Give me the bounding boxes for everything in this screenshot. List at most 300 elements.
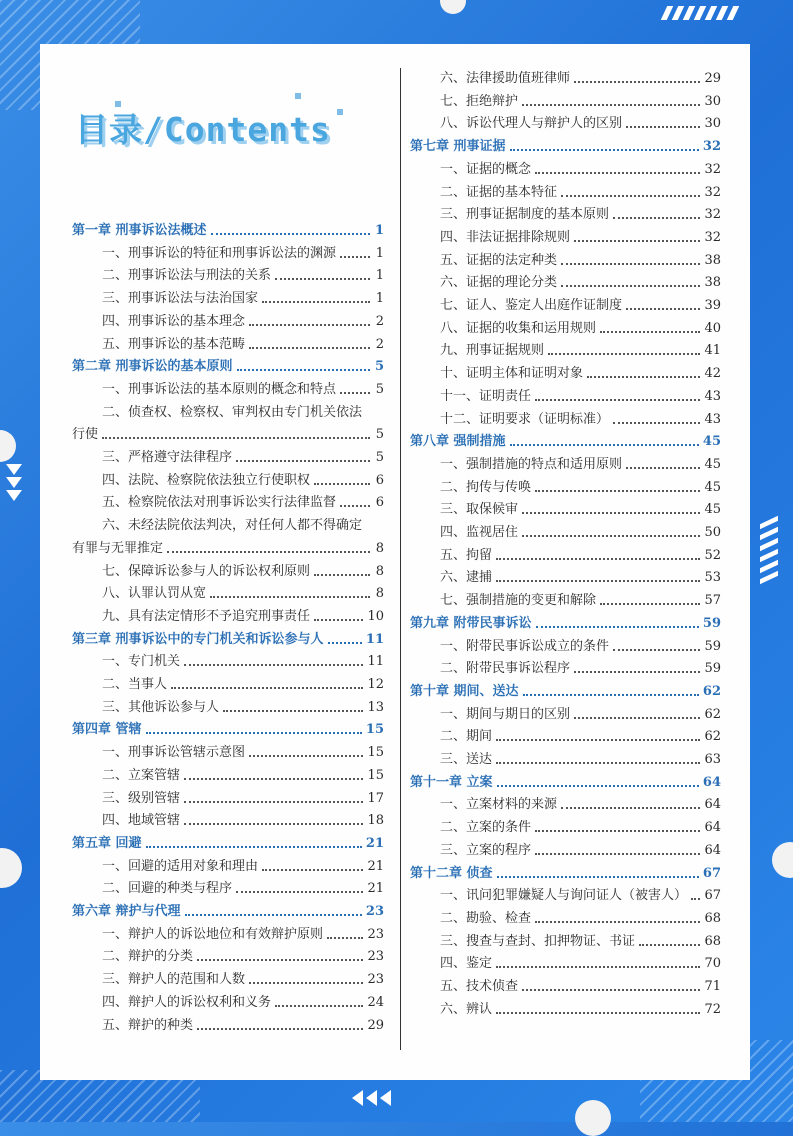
- page-number: 67: [702, 865, 721, 881]
- dot-leader: [167, 551, 370, 553]
- toc-entry-label: 一、辩护人的诉讼地位和有效辩护原则: [102, 926, 324, 942]
- page-number: 11: [365, 631, 384, 647]
- page-number: 59: [704, 638, 721, 654]
- toc-entry[interactable]: [440, 295, 721, 315]
- toc-entry-label: 十一、证明责任: [440, 388, 532, 404]
- toc-entry[interactable]: [102, 334, 384, 354]
- toc-entry-label: 三、其他诉讼参与人: [102, 699, 220, 715]
- toc-chapter-label: 第四章 管辖: [72, 722, 142, 738]
- toc-entry[interactable]: [440, 454, 721, 474]
- dot-leader: [236, 891, 363, 893]
- toc-entry-label: 一、刑事诉讼管辖示意图: [102, 745, 246, 761]
- toc-entry[interactable]: [440, 204, 721, 224]
- toc-entry-label: 一、专门机关: [102, 654, 181, 670]
- page-number: 62: [702, 683, 721, 699]
- decorative-circle: [772, 842, 793, 878]
- toc-entry-label: 二、辩护的分类: [102, 949, 194, 965]
- toc-entry[interactable]: [102, 243, 384, 263]
- dot-leader: [496, 580, 700, 582]
- dot-leader: [535, 921, 700, 923]
- page-number: 59: [702, 615, 721, 631]
- toc-entry-label: 八、证据的收集和运用规则: [440, 320, 597, 336]
- toc-entry[interactable]: [102, 379, 384, 399]
- toc-entry-label: 二、证据的基本特征: [440, 184, 558, 200]
- toc-entry-label: 三、级别管辖: [102, 790, 181, 806]
- dot-leader: [497, 876, 699, 878]
- toc-entry-label: 一、回避的适用对象和理由: [102, 858, 259, 874]
- decorative-circle: [440, 0, 466, 14]
- page-number: 8: [375, 540, 384, 556]
- page-number: 64: [702, 774, 721, 790]
- toc-entry[interactable]: [440, 885, 721, 905]
- toc-entry-label: 五、检察院依法对刑事诉讼实行法律监督: [102, 495, 337, 511]
- dot-leader: [613, 217, 700, 219]
- page-number: 52: [704, 547, 721, 563]
- page-number: 40: [704, 320, 721, 336]
- dot-leader: [275, 278, 370, 280]
- page-number: 64: [704, 797, 721, 813]
- page-number: 68: [704, 910, 721, 926]
- toc-entry-label: 五、刑事诉讼的基本范畴: [102, 336, 246, 352]
- page-number: 43: [704, 388, 721, 404]
- toc-entry[interactable]: [440, 636, 721, 656]
- toc-entry-label: 一、强制措施的特点和适用原则: [440, 456, 623, 472]
- toc-entry-line: [102, 402, 384, 422]
- page-number: 13: [367, 699, 384, 715]
- toc-chapter[interactable]: [410, 136, 721, 156]
- page-number: 1: [374, 223, 384, 238]
- toc-entry-label: 三、刑事诉讼法与法治国家: [102, 291, 259, 307]
- page-number: 18: [367, 813, 384, 829]
- page-number: 23: [367, 972, 384, 988]
- dot-leader: [340, 256, 370, 258]
- dot-leader: [185, 914, 362, 916]
- toc-chapter-label: 第十一章 立案: [410, 774, 493, 790]
- toc-entry[interactable]: [72, 424, 384, 444]
- toc-chapter-label: 第七章 刑事证据: [410, 139, 506, 155]
- toc-entry-label: 四、鉴定: [440, 956, 493, 972]
- toc-entry[interactable]: [102, 992, 384, 1012]
- toc-entry-label: 一、刑事诉讼法的基本原则的概念和特点: [102, 381, 337, 397]
- dot-leader: [496, 1012, 700, 1014]
- page-title: 目录/Contents: [75, 95, 365, 165]
- decorative-dashes: [760, 520, 778, 580]
- toc-entry[interactable]: [102, 1015, 384, 1035]
- decorative-circle: [0, 430, 16, 462]
- page-number: 42: [704, 366, 721, 382]
- toc-entry[interactable]: [72, 538, 384, 558]
- toc-entry[interactable]: [102, 447, 384, 467]
- page-number: 29: [367, 1017, 384, 1033]
- dot-leader: [587, 376, 700, 378]
- toc-entry[interactable]: [440, 250, 721, 270]
- toc-entry[interactable]: [440, 794, 721, 814]
- toc-entry[interactable]: [440, 658, 721, 678]
- dot-leader: [600, 331, 700, 333]
- toc-entry-label: 二、当事人: [102, 677, 168, 692]
- dot-leader: [146, 846, 362, 848]
- toc-entry[interactable]: [102, 969, 384, 989]
- page-number: 50: [704, 525, 721, 540]
- toc-entry[interactable]: [102, 651, 384, 671]
- toc-entry-label: 四、辩护人的诉讼权利和义务: [102, 994, 272, 1010]
- page-number: 38: [704, 252, 721, 268]
- toc-chapter[interactable]: [410, 431, 721, 451]
- toc-entry-label: 四、刑事诉讼的基本理念: [102, 313, 246, 329]
- toc-entry[interactable]: [440, 976, 721, 996]
- dot-leader: [184, 778, 363, 780]
- dot-leader: [510, 149, 699, 151]
- page-number: 32: [704, 207, 721, 223]
- page-number: 45: [704, 502, 721, 518]
- toc-entry[interactable]: [440, 704, 721, 724]
- toc-entry[interactable]: [440, 318, 721, 338]
- toc-entry[interactable]: [440, 340, 721, 360]
- page-number: 32: [704, 161, 721, 177]
- dot-leader: [102, 437, 370, 439]
- decorative-circle: [0, 848, 22, 888]
- toc-entry-label: 二、立案管辖: [102, 767, 181, 783]
- toc-chapter[interactable]: [410, 863, 721, 883]
- page-number: 5: [375, 427, 384, 443]
- page-number: 32: [702, 139, 721, 155]
- page-number: 2: [375, 336, 384, 352]
- toc-entry[interactable]: [440, 590, 721, 610]
- dot-leader: [535, 399, 700, 401]
- page-number: 21: [367, 858, 384, 874]
- page-number: 1: [375, 245, 384, 261]
- page-number: 32: [704, 229, 721, 245]
- page-number: 62: [704, 706, 721, 722]
- toc-entry[interactable]: [440, 386, 721, 406]
- toc-entry[interactable]: [440, 567, 721, 587]
- toc-entry-label: 五、证据的法定种类: [440, 252, 558, 268]
- toc-entry[interactable]: [440, 477, 721, 497]
- toc-entry[interactable]: [440, 545, 721, 565]
- page-number: 29: [704, 71, 721, 86]
- page-number: 6: [375, 472, 384, 488]
- toc-chapter[interactable]: [72, 356, 384, 376]
- toc-chapter-label: 第九章 附带民事诉讼: [410, 615, 532, 631]
- toc-entry-label: 九、具有法定情形不予追究刑事责任: [102, 608, 311, 624]
- toc-entry-label: 三、送达: [440, 752, 493, 767]
- dot-leader: [184, 664, 363, 666]
- page-number: 62: [704, 729, 721, 745]
- page-number: 12: [367, 677, 384, 692]
- page-number: 38: [704, 275, 721, 291]
- dot-leader: [691, 898, 700, 900]
- page-number: 63: [704, 752, 721, 767]
- dot-leader: [574, 81, 700, 83]
- dot-leader: [262, 869, 363, 871]
- dot-leader: [561, 263, 700, 265]
- decorative-pixel: [295, 93, 301, 99]
- toc-entry[interactable]: [440, 68, 721, 88]
- toc-entry[interactable]: [102, 946, 384, 966]
- toc-entry[interactable]: [440, 227, 721, 247]
- dot-leader: [574, 717, 700, 719]
- page-number: 21: [365, 835, 384, 851]
- dot-leader: [340, 392, 370, 394]
- dot-leader: [561, 807, 700, 809]
- page-number: 6: [375, 495, 384, 511]
- toc-entry[interactable]: [102, 674, 384, 694]
- toc-entry[interactable]: [440, 363, 721, 383]
- toc-entry-label: 一、讯问犯罪嫌疑人与询问证人（被害人）: [440, 888, 688, 904]
- toc-chapter-label: 第二章 刑事诉讼的基本原则: [72, 359, 233, 375]
- page-number: 68: [704, 933, 721, 949]
- dot-leader: [262, 301, 370, 303]
- dot-leader: [210, 596, 370, 598]
- decorative-circle: [575, 1100, 611, 1136]
- page-number: 15: [365, 722, 384, 738]
- toc-entry-label: 六、证据的理论分类: [440, 275, 558, 291]
- dot-leader: [522, 535, 700, 537]
- page-number: 15: [367, 745, 384, 761]
- toc-entry[interactable]: [102, 583, 384, 603]
- dot-leader: [275, 1005, 363, 1007]
- toc-chapter[interactable]: [72, 220, 384, 240]
- toc-entry[interactable]: [440, 522, 721, 542]
- page-number: 45: [704, 456, 721, 472]
- toc-entry-label: 行使: [72, 427, 99, 443]
- toc-chapter[interactable]: [410, 613, 721, 633]
- toc-entry[interactable]: [440, 931, 721, 951]
- toc-entry[interactable]: [102, 470, 384, 490]
- page-number: 32: [704, 184, 721, 200]
- dot-leader: [561, 285, 700, 287]
- toc-chapter-label: 第三章 刑事诉讼中的专门机关和诉讼参与人: [72, 631, 324, 647]
- dot-leader: [600, 603, 700, 605]
- toc-entry-label: 一、立案材料的来源: [440, 797, 558, 813]
- dot-leader: [510, 444, 699, 446]
- dot-leader: [249, 982, 363, 984]
- dot-leader: [314, 483, 370, 485]
- toc-entry-label: 七、保障诉讼参与人的诉讼权利原则: [102, 563, 311, 579]
- toc-chapter-label: 第五章 回避: [72, 835, 142, 851]
- toc-entry-line: [102, 515, 384, 535]
- toc-entry[interactable]: [440, 817, 721, 837]
- dot-leader: [522, 512, 700, 514]
- dot-leader: [249, 755, 363, 757]
- dot-leader: [328, 642, 362, 644]
- toc-entry-label: 三、搜查与查封、扣押物证、书证: [440, 933, 636, 949]
- toc-entry-label: 一、证据的概念: [440, 161, 532, 177]
- decorative-dashes: [664, 6, 736, 20]
- page-number: 53: [704, 570, 721, 586]
- toc-entry-label: 七、拒绝辩护: [440, 93, 519, 109]
- page-number: 67: [704, 888, 721, 904]
- toc-entry[interactable]: [102, 697, 384, 717]
- dot-leader: [626, 308, 700, 310]
- dot-leader: [535, 490, 700, 492]
- page-number: 45: [702, 434, 721, 450]
- dot-leader: [496, 558, 700, 560]
- toc-entry[interactable]: [102, 878, 384, 898]
- dot-leader: [497, 785, 699, 787]
- toc-entry[interactable]: [440, 91, 721, 111]
- toc-entry[interactable]: [440, 182, 721, 202]
- toc-entry-label: 四、法院、检察院依法独立行使职权: [102, 472, 311, 488]
- toc-entry-label: 有罪与无罪推定: [72, 540, 164, 556]
- page-number: 2: [375, 313, 384, 329]
- toc-entry-label: 二、回避的种类与程序: [102, 881, 233, 897]
- toc-entry-label: 二、期间: [440, 729, 493, 745]
- dot-leader: [496, 739, 700, 741]
- toc-entry[interactable]: [440, 749, 721, 769]
- page-number: 5: [375, 381, 384, 397]
- dot-leader: [496, 966, 700, 968]
- dot-leader: [184, 801, 363, 803]
- toc-entry-label: 八、诉讼代理人与辩护人的区别: [440, 116, 623, 132]
- dot-leader: [626, 126, 700, 128]
- page-number: 17: [367, 790, 384, 806]
- toc-entry[interactable]: [102, 856, 384, 876]
- page-number: 1: [375, 268, 384, 284]
- page-number: 39: [704, 298, 721, 313]
- page-number: 23: [367, 926, 384, 942]
- toc-entry-label: 一、期间与期日的区别: [440, 706, 571, 722]
- dot-leader: [223, 710, 363, 712]
- toc-entry[interactable]: [102, 742, 384, 762]
- toc-chapter[interactable]: [410, 681, 721, 701]
- toc-entry-label: 三、严格遵守法律程序: [102, 450, 233, 465]
- dot-leader: [535, 830, 700, 832]
- page-number: 15: [367, 767, 384, 783]
- page-number: 72: [704, 1001, 721, 1017]
- toc-entry-label: 六、逮捕: [440, 570, 493, 586]
- toc-entry-label: 九、刑事证据规则: [440, 343, 545, 359]
- dot-leader: [236, 460, 370, 462]
- dot-leader: [197, 1028, 363, 1030]
- page-number: 1: [375, 291, 384, 307]
- toc-entry[interactable]: [102, 492, 384, 512]
- toc-entry[interactable]: [440, 272, 721, 292]
- page-number: 21: [367, 881, 384, 897]
- toc-entry[interactable]: [440, 726, 721, 746]
- dot-leader: [626, 467, 700, 469]
- dot-leader: [496, 762, 700, 764]
- toc-entry-label: 五、辩护的种类: [102, 1017, 194, 1033]
- dot-leader: [548, 353, 700, 355]
- dot-leader: [184, 823, 363, 825]
- decorative-pixel: [337, 109, 343, 115]
- dot-leader: [249, 324, 370, 326]
- toc-entry-label: 四、监视居住: [440, 525, 519, 540]
- toc-entry[interactable]: [440, 499, 721, 519]
- toc-chapter-label: 第一章 刑事诉讼法概述: [72, 223, 207, 238]
- toc-entry-label: 二、附带民事诉讼程序: [440, 661, 571, 677]
- toc-entry-label: 十、证明主体和证明对象: [440, 366, 584, 382]
- dot-leader: [146, 732, 362, 734]
- toc-entry-label: 七、证人、鉴定人出庭作证制度: [440, 298, 623, 313]
- page-number: 8: [375, 586, 384, 602]
- toc-entry-label: 三、立案的程序: [440, 842, 532, 858]
- page-number: 23: [365, 904, 384, 919]
- toc-entry[interactable]: [102, 606, 384, 626]
- dot-leader: [613, 649, 700, 651]
- toc-chapter[interactable]: [410, 772, 721, 792]
- toc-entry[interactable]: [102, 765, 384, 785]
- toc-chapter[interactable]: [72, 833, 384, 853]
- page-number: 57: [704, 593, 721, 609]
- page-number: 11: [367, 654, 384, 670]
- decorative-pixel: [115, 101, 121, 107]
- dot-leader: [523, 694, 699, 696]
- toc-entry[interactable]: [102, 924, 384, 944]
- page-number: 43: [704, 411, 721, 427]
- dot-leader: [639, 944, 700, 946]
- page-number: 30: [704, 116, 721, 132]
- toc-entry[interactable]: [440, 113, 721, 133]
- toc-entry-label: 十二、证明要求（证明标准）: [440, 411, 610, 427]
- dot-leader: [536, 626, 699, 628]
- toc-entry[interactable]: [440, 999, 721, 1019]
- toc-entry-label: 一、刑事诉讼的特征和刑事诉讼法的渊源: [102, 245, 337, 261]
- dot-leader: [249, 347, 370, 349]
- toc-entry[interactable]: [102, 311, 384, 331]
- column-divider: [400, 68, 401, 1050]
- page-number: 64: [704, 842, 721, 858]
- dot-leader: [561, 195, 700, 197]
- page-number: 71: [704, 979, 721, 994]
- toc-chapter[interactable]: [72, 719, 384, 739]
- toc-entry-label: 七、强制措施的变更和解除: [440, 593, 597, 609]
- toc-entry-label: 二、立案的条件: [440, 820, 532, 836]
- dot-leader: [314, 619, 363, 621]
- dot-leader: [327, 937, 363, 939]
- toc-entry-label: 二、勘验、检查: [440, 910, 532, 926]
- dot-leader: [535, 853, 700, 855]
- toc-chapter-label: 第八章 强制措施: [410, 434, 506, 450]
- dot-leader: [197, 959, 363, 961]
- toc-entry-label: 二、拘传与传唤: [440, 479, 532, 495]
- toc-entry-label: 五、拘留: [440, 547, 493, 563]
- dot-leader: [574, 671, 700, 673]
- dot-leader: [211, 233, 370, 235]
- toc-chapter[interactable]: [72, 629, 384, 649]
- toc-chapter[interactable]: [72, 901, 384, 921]
- dot-leader: [522, 989, 700, 991]
- toc-entry-label: 六、辨认: [440, 1001, 493, 1017]
- toc-entry-label: 八、认罪认罚从宽: [102, 586, 207, 602]
- toc-entry-label: 六、法律援助值班律师: [440, 71, 571, 86]
- page-number: 64: [704, 820, 721, 836]
- toc-entry-label: 六、未经法院依法判决，对任何人都不得确定: [102, 518, 363, 534]
- toc-entry[interactable]: [102, 561, 384, 581]
- toc-entry[interactable]: [102, 810, 384, 830]
- toc-entry-label: 三、辩护人的范围和人数: [102, 972, 246, 988]
- toc-entry[interactable]: [102, 288, 384, 308]
- toc-entry-label: 二、刑事诉讼法与刑法的关系: [102, 268, 272, 284]
- dot-leader: [522, 104, 700, 106]
- page-number: 5: [374, 359, 384, 375]
- toc-entry-label: 三、取保候审: [440, 502, 519, 518]
- toc-entry[interactable]: [440, 159, 721, 179]
- toc-entry[interactable]: [102, 265, 384, 285]
- toc-entry[interactable]: [440, 409, 721, 429]
- dot-leader: [171, 687, 363, 689]
- toc-entry[interactable]: [440, 840, 721, 860]
- toc-entry-label: 四、非法证据排除规则: [440, 229, 571, 245]
- toc-entry-label: 五、技术侦查: [440, 979, 519, 994]
- toc-entry[interactable]: [102, 788, 384, 808]
- page-number: 30: [704, 93, 721, 109]
- toc-entry[interactable]: [440, 953, 721, 973]
- dot-leader: [237, 369, 370, 371]
- toc-entry[interactable]: [440, 908, 721, 928]
- dot-leader: [574, 240, 700, 242]
